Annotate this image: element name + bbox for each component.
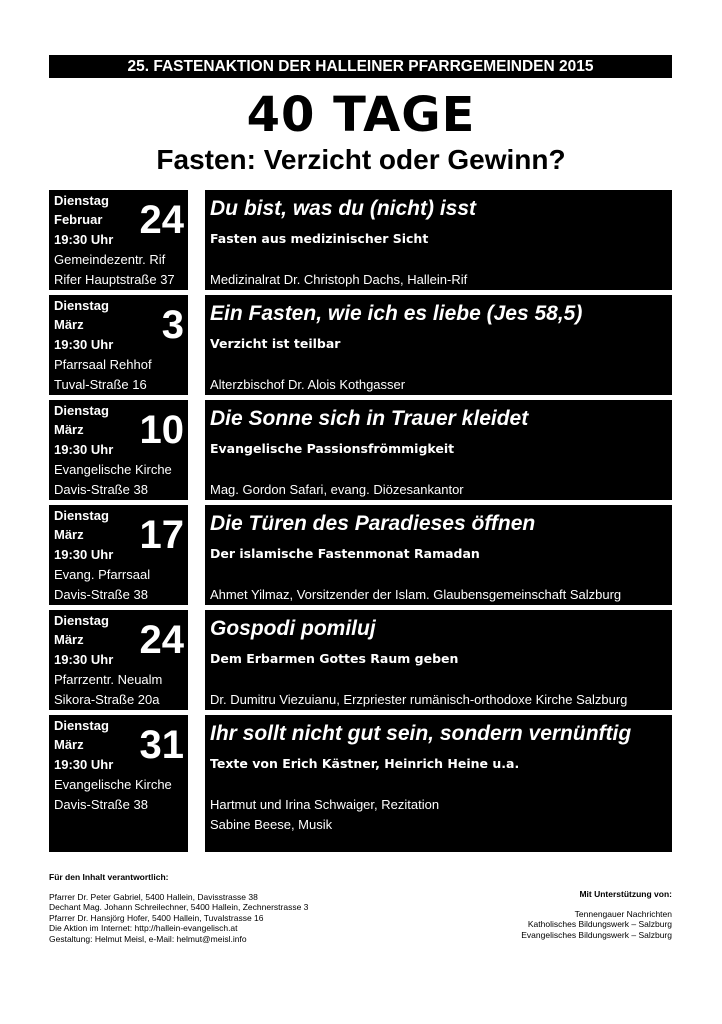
event-date-box	[49, 400, 188, 500]
footer-left-heading: Für den Inhalt verantwortlich:	[49, 872, 169, 882]
event-info-box	[205, 610, 672, 710]
event-time: 19:30 Uhr	[54, 757, 114, 772]
event-info-box	[205, 190, 672, 290]
event-street: Tuval-Straße 16	[54, 377, 147, 392]
event-subtitle: Der islamische Fastenmonat Ramadan	[210, 546, 480, 561]
event-title: Ihr sollt nicht gut sein, sondern vernünftig	[210, 722, 632, 745]
event-venue: Gemeindezentr. Rif	[54, 252, 166, 267]
event-date-box	[49, 715, 188, 852]
event-speaker: Ahmet Yilmaz, Vorsitzender der Islam. Glaubensgemeinschaft Salzburg	[210, 587, 622, 602]
event-speaker: Hartmut und Irina Schwaiger, Rezitation	[210, 797, 440, 812]
event-title: Du bist, was du (nicht) isst	[210, 197, 477, 220]
event-subtitle: Dem Erbarmen Gottes Raum geben	[210, 651, 459, 666]
event-street: Davis-Straße 38	[54, 482, 148, 497]
event-venue: Evang. Pfarrsaal	[54, 567, 151, 582]
header-banner: 25. FASTENAKTION DER HALLEINER PFARRGEMEINDEN 2015	[49, 55, 672, 78]
event-month: Februar	[54, 212, 103, 227]
event-venue: Pfarrzentr. Neualm	[54, 672, 163, 687]
event-subtitle: Evangelische Passionsfrömmigkeit	[210, 441, 455, 456]
event-time: 19:30 Uhr	[54, 547, 114, 562]
event-month: März	[54, 632, 84, 647]
page-subtitle: Fasten: Verzicht oder Gewinn?	[156, 144, 566, 175]
event-row	[49, 715, 672, 852]
event-time: 19:30 Uhr	[54, 652, 114, 667]
event-speaker: Alterzbischof Dr. Alois Kothgasser	[210, 377, 406, 392]
event-speaker: Dr. Dumitru Viezuianu, Erzpriester rumänisch-orthodoxe Kirche Salzburg	[210, 692, 628, 707]
footer-line: Pfarrer Dr. Hansjörg Hofer, 5400 Hallein, Tuvalstrasse 16	[49, 912, 264, 923]
event-info-box	[205, 505, 672, 605]
event-date-box	[49, 295, 188, 395]
event-time: 19:30 Uhr	[54, 232, 114, 247]
event-title: Gospodi pomiluj	[210, 617, 376, 640]
event-venue: Evangelische Kirche	[54, 777, 172, 792]
event-day-number: 24	[139, 198, 184, 242]
event-month: März	[54, 527, 84, 542]
event-speaker: Medizinalrat Dr. Christoph Dachs, Hallein-Rif	[210, 272, 468, 287]
footer-line: Tennengauer Nachrichten	[574, 908, 672, 919]
event-day-number: 31	[139, 723, 184, 767]
event-weekday: Dienstag	[54, 613, 109, 628]
event-day-number: 3	[161, 303, 184, 347]
event-date-box	[49, 190, 188, 290]
event-month: März	[54, 737, 84, 752]
page-title: 40 TAGE	[246, 87, 476, 143]
event-street: Sikora-Straße 20a	[54, 692, 160, 707]
event-time: 19:30 Uhr	[54, 337, 114, 352]
event-weekday: Dienstag	[54, 508, 109, 523]
event-street: Davis-Straße 38	[54, 587, 148, 602]
event-day-number: 10	[139, 408, 184, 452]
event-street: Rifer Hauptstraße 37	[54, 272, 175, 287]
footer-line: Pfarrer Dr. Peter Gabriel, 5400 Hallein, Davisstrasse 38	[49, 891, 258, 902]
event-weekday: Dienstag	[54, 193, 109, 208]
footer-line: Gestaltung: Helmut Meisl, e-Mail: helmut@meisl.info	[49, 933, 247, 944]
event-date-box	[49, 505, 188, 605]
event-time: 19:30 Uhr	[54, 442, 114, 457]
event-street: Davis-Straße 38	[54, 797, 148, 812]
footer-responsible	[49, 872, 308, 944]
event-subtitle: Fasten aus medizinischer Sicht	[210, 231, 429, 246]
footer-line: Katholisches Bildungswerk – Salzburg	[527, 919, 672, 929]
event-month: März	[54, 317, 84, 332]
event-venue: Pfarrsaal Rehhof	[54, 357, 152, 372]
event-subtitle: Verzicht ist teilbar	[210, 336, 341, 351]
event-title: Die Türen des Paradieses öffnen	[210, 512, 536, 535]
event-row	[49, 505, 672, 605]
event-row	[49, 190, 672, 290]
event-day-number: 17	[139, 513, 184, 557]
event-row	[49, 610, 672, 710]
event-info-box	[205, 715, 672, 852]
event-speaker: Mag. Gordon Safari, evang. Diözesankantor	[210, 482, 464, 497]
event-speaker: Sabine Beese, Musik	[210, 817, 333, 832]
event-title: Die Sonne sich in Trauer kleidet	[210, 407, 529, 430]
event-day-number: 24	[139, 618, 184, 662]
footer-line: Dechant Mag. Johann Schreilechner, 5400 Hallein, Zechnerstrasse 3	[49, 902, 309, 912]
event-info-box	[205, 295, 672, 395]
footer-line: Evangelisches Bildungswerk – Salzburg	[521, 929, 672, 940]
event-weekday: Dienstag	[54, 403, 109, 418]
footer-line: Die Aktion im Internet: http://hallein-evangelisch.at	[49, 923, 238, 933]
event-month: März	[54, 422, 84, 437]
footer-right-heading: Mit Unterstützung von:	[579, 889, 672, 899]
event-subtitle: Texte von Erich Kästner, Heinrich Heine u.a.	[210, 756, 520, 771]
footer-supporters	[521, 889, 672, 940]
event-date-box	[49, 610, 188, 710]
event-title: Ein Fasten, wie ich es liebe (Jes 58,5)	[210, 302, 583, 325]
event-row	[49, 400, 672, 500]
event-weekday: Dienstag	[54, 718, 109, 733]
event-weekday: Dienstag	[54, 298, 109, 313]
event-row	[49, 295, 672, 395]
event-venue: Evangelische Kirche	[54, 462, 172, 477]
event-info-box	[205, 400, 672, 500]
